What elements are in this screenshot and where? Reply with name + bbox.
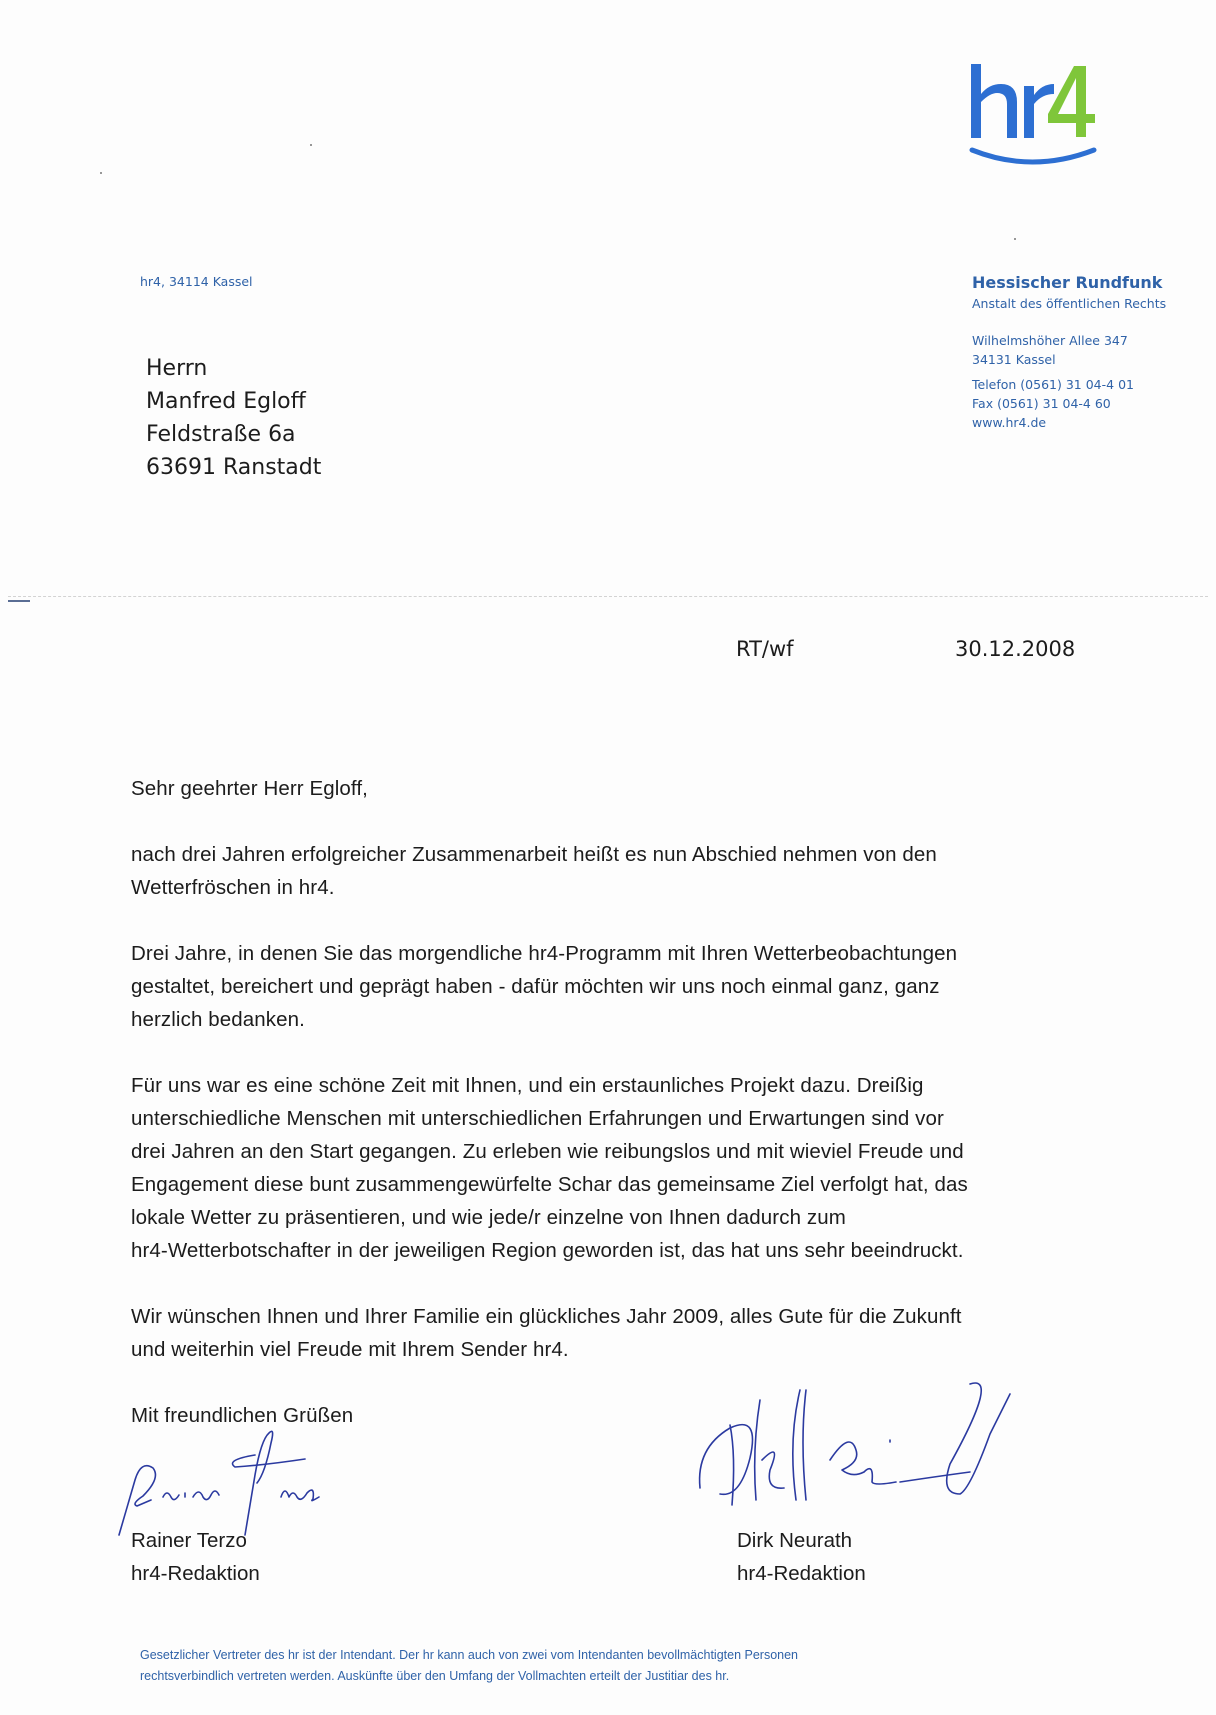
recipient-salutation-line: Herrn (146, 356, 208, 381)
paragraph-line: und weiterhin viel Freude mit Ihrem Sender hr4. (131, 1338, 569, 1361)
recipient-address (146, 352, 321, 484)
fold-mark (8, 600, 30, 602)
organization-website: www.hr4.de (972, 415, 1047, 430)
paragraph-line: unterschiedliche Menschen mit unterschiedlichen Erfahrungen und Erwartungen sind vor (131, 1107, 944, 1130)
scan-speck (310, 144, 312, 146)
reference-code: RT/wf (736, 637, 794, 661)
organization-info (972, 272, 1166, 432)
signature-rainer-terzo (105, 1385, 385, 1545)
letter-closing: Mit freundlichen Grüßen (131, 1404, 354, 1427)
letter-body (131, 772, 1191, 1465)
scan-speck (100, 172, 102, 174)
paragraph-line: Engagement diese bunt zusammengewürfelte Schar das gemeinsame Ziel verfolgt hat, das (131, 1173, 968, 1196)
recipient-name: Manfred Egloff (146, 389, 306, 414)
organization-subtitle: Anstalt des öffentlichen Rechts (972, 296, 1167, 311)
fold-line (8, 596, 1208, 597)
paragraph-line: drei Jahren an den Start gegangen. Zu erleben wie reibungslos und mit wieviel Freude und (131, 1140, 964, 1163)
signatory-1 (131, 1524, 260, 1590)
paragraph-line: lokale Wetter zu präsentieren, und wie jede/r einzelne von Ihnen dadurch zum (131, 1206, 846, 1229)
signatory-department: hr4-Redaktion (737, 1562, 866, 1585)
paragraph (131, 937, 1191, 1036)
sender-return-address: hr4, 34114 Kassel (140, 274, 253, 289)
paragraph (131, 1300, 1191, 1366)
paragraph-line: Drei Jahre, in denen Sie das morgendliche hr4-Programm mit Ihren Wetterbeobachtungen (131, 942, 958, 965)
paragraph-line: Wetterfröschen in hr4. (131, 876, 335, 899)
legal-footer (140, 1645, 798, 1687)
recipient-city: 63691 Ranstadt (146, 455, 322, 480)
letter-salutation: Sehr geehrter Herr Egloff, (131, 777, 368, 800)
organization-street: Wilhelmshöher Allee 347 (972, 333, 1128, 348)
organization-name: Hessischer Rundfunk (972, 273, 1163, 292)
footer-line: Gesetzlicher Vertreter des hr ist der Intendant. Der hr kann auch von zwei vom Intendanten bevollmächtigten Personen (140, 1648, 799, 1662)
paragraph-line: herzlich bedanken. (131, 1008, 305, 1031)
paragraph (131, 838, 1191, 904)
recipient-street: Feldstraße 6a (146, 422, 296, 447)
paragraph-line: Für uns war es eine schöne Zeit mit Ihnen, und ein erstaunliches Projekt dazu. Dreißig (131, 1074, 924, 1097)
organization-city: 34131 Kassel (972, 352, 1056, 367)
footer-line: rechtsverbindlich vertreten werden. Auskünfte über den Umfang der Vollmachten erteilt der Justitiar des hr. (140, 1669, 730, 1683)
scan-speck (1014, 238, 1016, 240)
signature-dirk-neurath (690, 1380, 1060, 1520)
signatory-department: hr4-Redaktion (131, 1562, 260, 1585)
paragraph-line: nach drei Jahren erfolgreicher Zusammenarbeit heißt es nun Abschied nehmen von den (131, 843, 937, 866)
letter-date: 30.12.2008 (955, 637, 1076, 661)
paragraph-line: gestaltet, bereichert und geprägt haben - dafür möchten wir uns noch einmal ganz, ganz (131, 975, 940, 998)
paragraph-line: Wir wünschen Ihnen und Ihrer Familie ein glückliches Jahr 2009, alles Gute für die Zukunft (131, 1305, 962, 1328)
organization-phone: Telefon (0561) 31 04-4 01 (972, 377, 1134, 392)
signatory-2 (737, 1524, 866, 1590)
paragraph-line: hr4-Wetterbotschafter in der jeweiligen Region geworden ist, das hat uns sehr beeindruckt. (131, 1239, 964, 1262)
hr4-logo (968, 62, 1098, 172)
signatory-name: Rainer Terzo (131, 1529, 247, 1552)
organization-fax: Fax (0561) 31 04-4 60 (972, 396, 1111, 411)
signatory-name: Dirk Neurath (737, 1529, 853, 1552)
hr4-logo-graphic (968, 62, 1098, 172)
paragraph (131, 1069, 1191, 1267)
